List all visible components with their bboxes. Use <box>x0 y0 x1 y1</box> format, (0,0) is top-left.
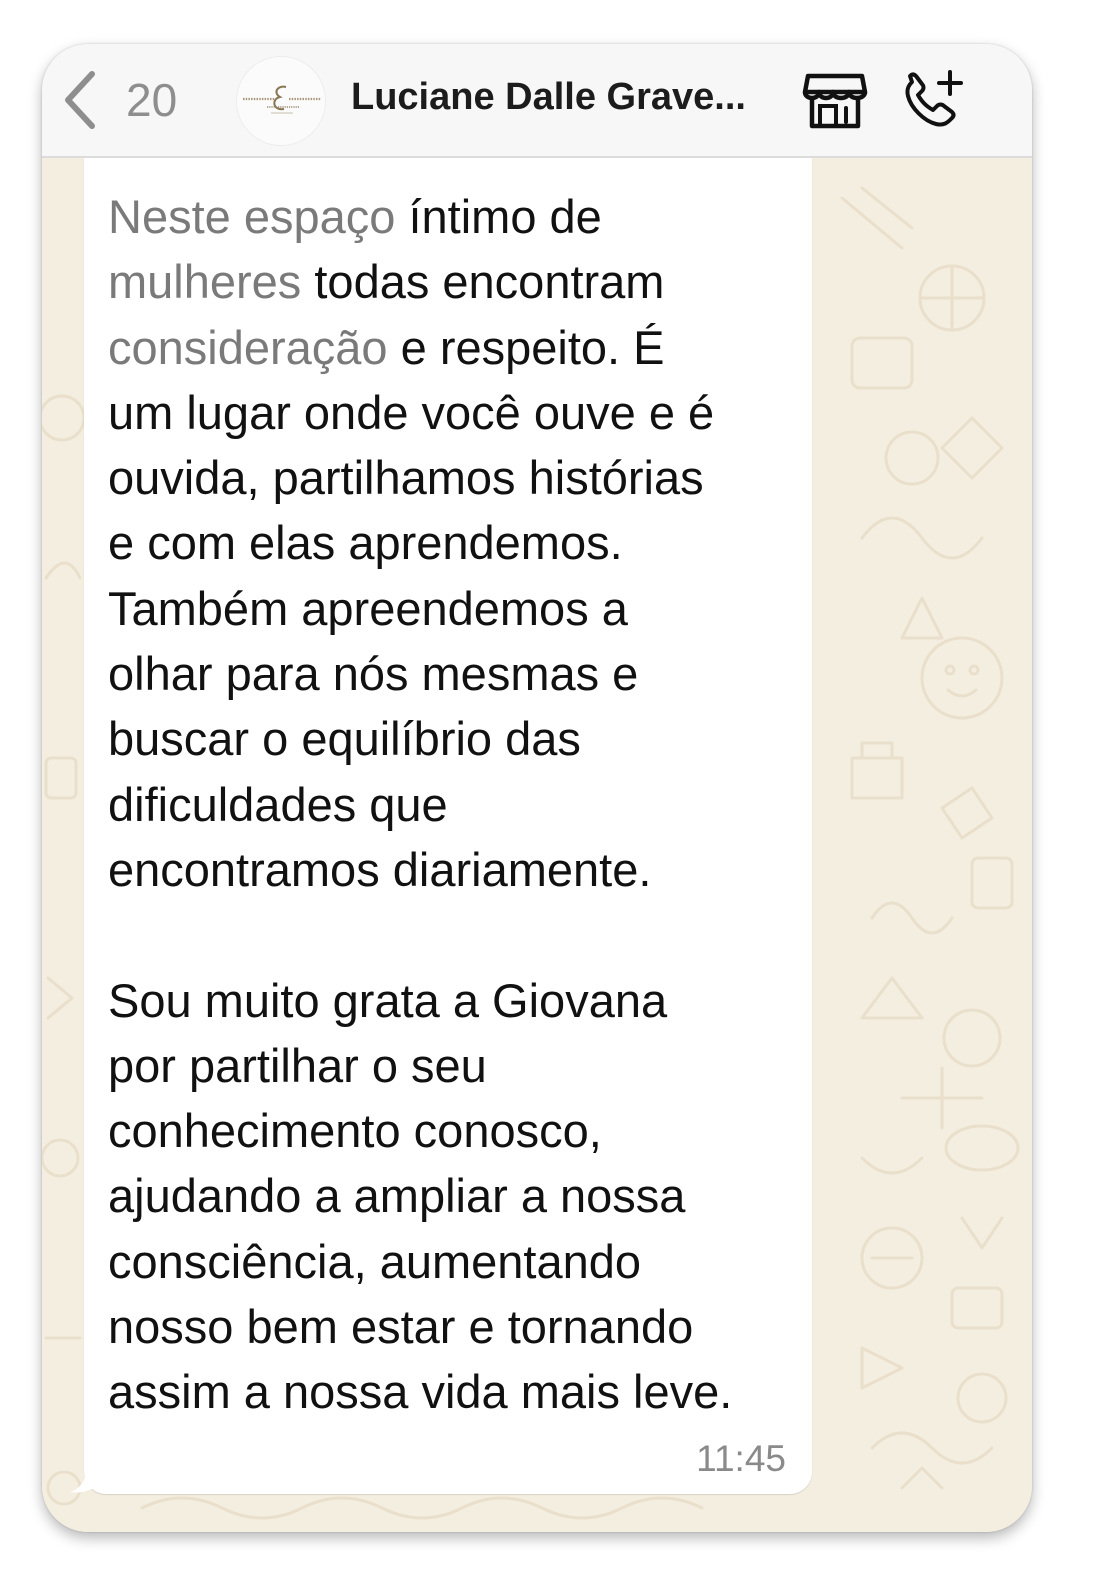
avatar[interactable] <box>236 56 326 146</box>
message-text: Neste espaço íntimo de mulheres todas encontram consideração e respeito. É um lugar onde você ouve e é ouvida, partilhamos histórias e com elas aprendemos. Também apreendemos a olhar para nós mesmas e buscar o equilíbrio das dificuldades que encontramos diariamente. Sou muito grata a Giovana por partilhar o seu conhecimento conosco, ajudando a ampliar a nossa consciência, aumentando nosso bem estar e tornando assim a nossa vida mais leve. <box>108 190 733 1419</box>
add-call-button[interactable] <box>902 68 966 130</box>
chat-screen <box>42 44 1032 1532</box>
unread-count: 20 <box>126 74 178 126</box>
chat-area[interactable] <box>42 158 1032 1532</box>
message-bubble[interactable] <box>84 158 812 1494</box>
storefront-icon <box>802 70 868 130</box>
message-time: 11:45 <box>696 1438 786 1479</box>
back-button[interactable] <box>62 70 177 130</box>
chat-header <box>42 44 1032 158</box>
bubble-tail <box>70 1470 100 1494</box>
contact-name[interactable]: Luciane Dalle Grave... <box>351 76 746 118</box>
law-firm-logo <box>237 57 325 145</box>
add-call-icon <box>902 68 966 130</box>
chevron-left-icon <box>62 70 98 130</box>
storefront-button[interactable] <box>802 70 868 130</box>
